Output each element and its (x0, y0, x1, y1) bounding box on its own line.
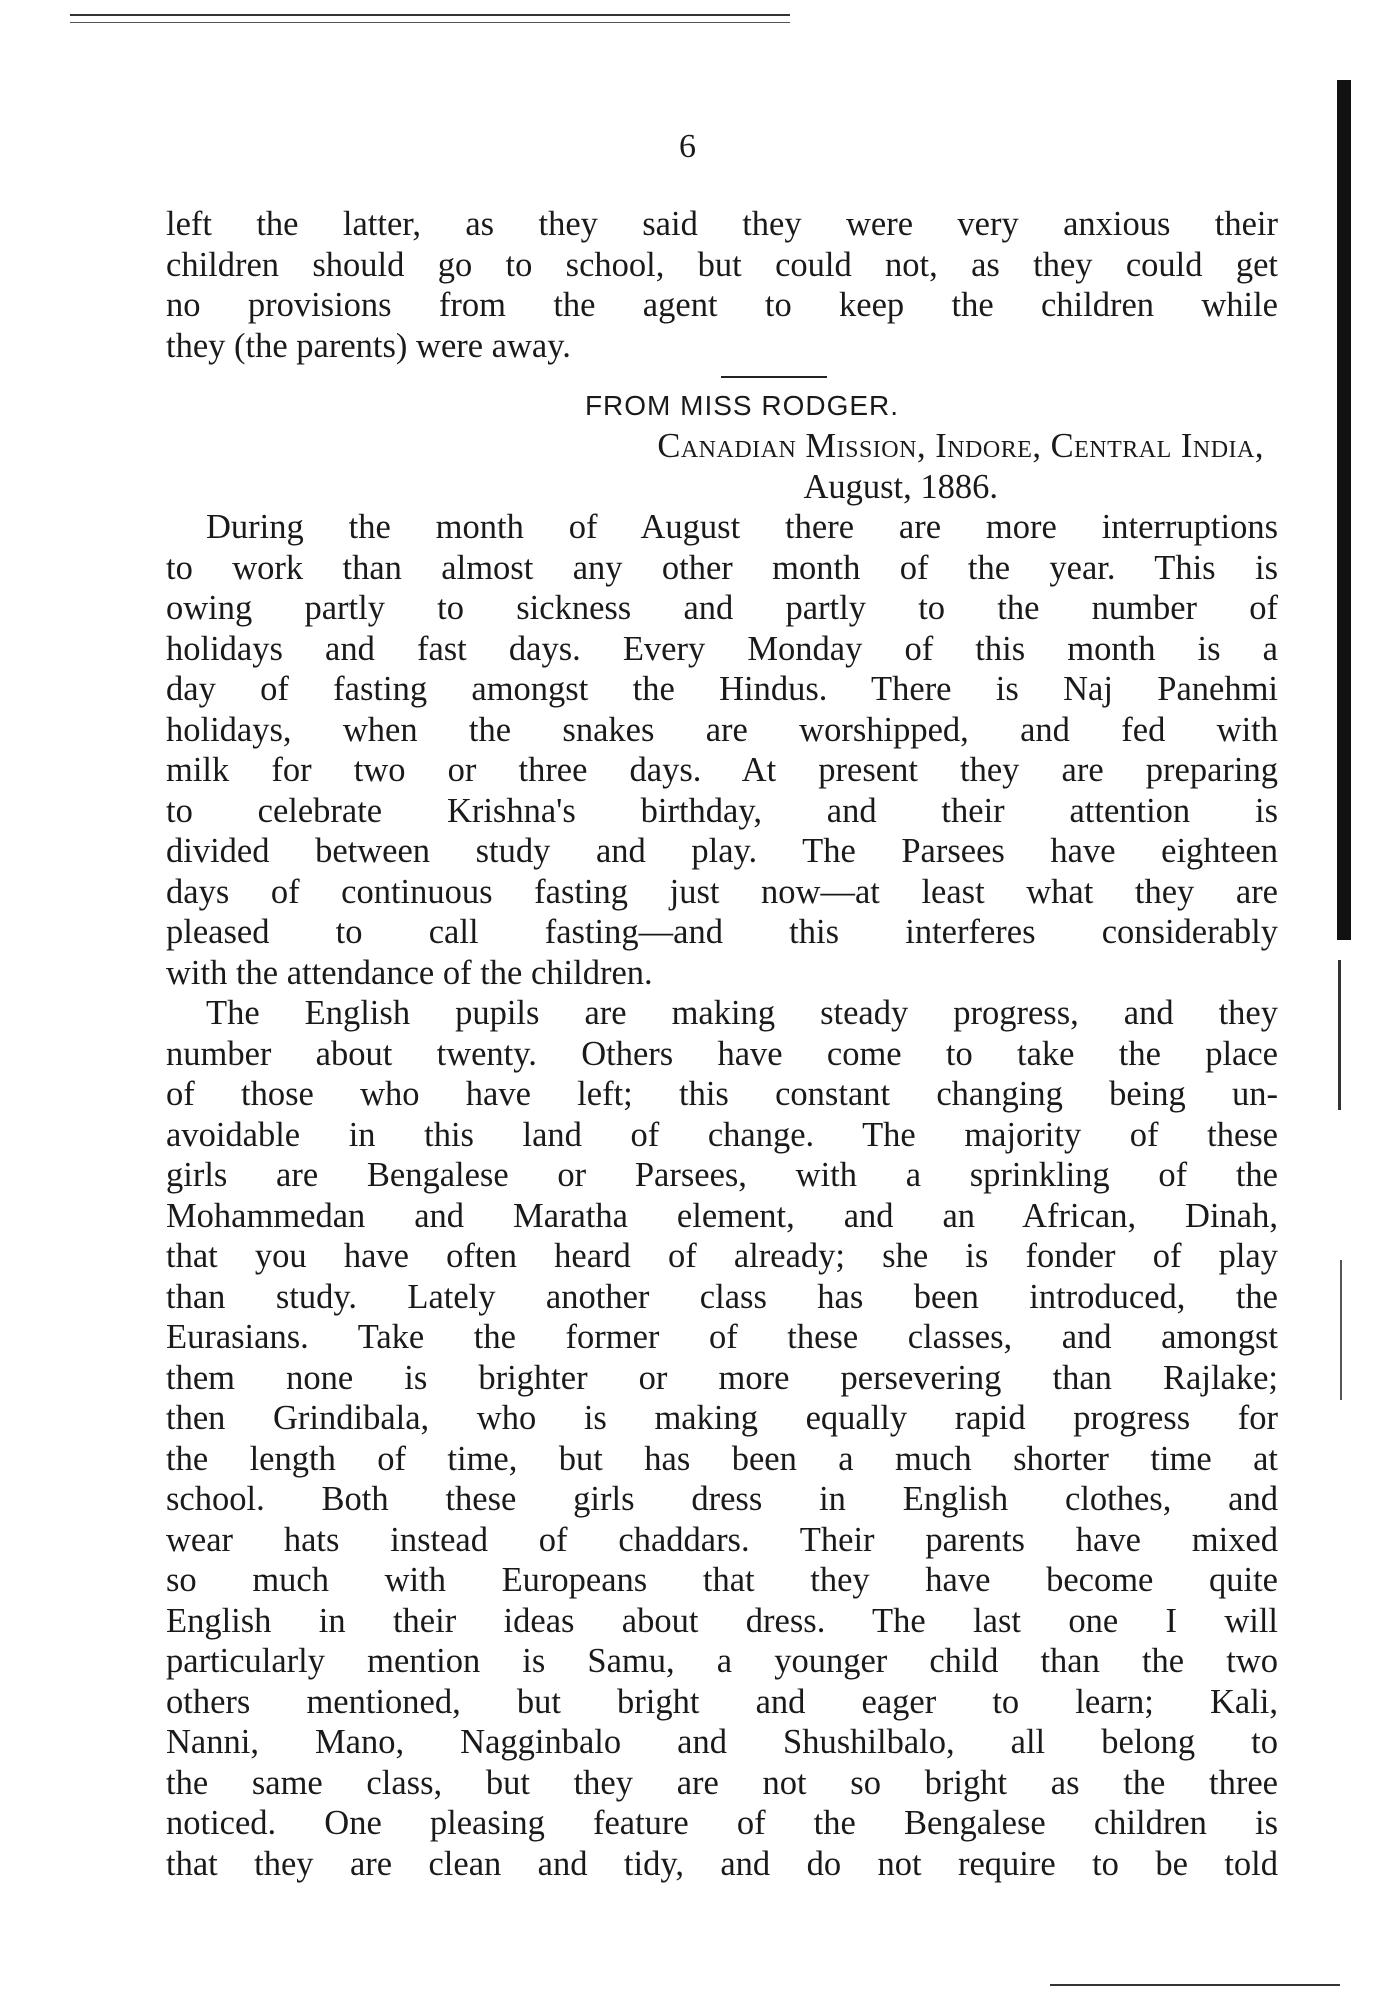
text-line: particularly mention is Samu, a younger child than the two (166, 1642, 1278, 1680)
text-line: left the latter, as they said they were very anxious their (166, 205, 1278, 243)
text-line: the length of time, but has been a much shorter time at (166, 1439, 1278, 1478)
text-line: milk for two or three days. At present they are preparing (166, 751, 1278, 789)
bottom-edge-rule (1050, 1984, 1340, 1986)
text-line: English in their ideas about dress. The last one I will (166, 1601, 1278, 1640)
text-line: days of continuous fasting just now—at least what they are (166, 872, 1278, 911)
top-edge-rule-secondary (70, 22, 790, 23)
text-line: the same class, but they are not so bright as the three (166, 1763, 1278, 1802)
letter-paragraph-2 (166, 993, 1278, 1884)
text-line: holidays and fast days. Every Monday of this month is a (166, 629, 1278, 668)
letter-date: August, 1886. (803, 467, 998, 506)
text-line: avoidable in this land of change. The majority of these (166, 1115, 1278, 1154)
text-line: them none is brighter or more persevering than Rajlake; (166, 1358, 1278, 1397)
text-line: number about twenty. Others have come to take the place (166, 1034, 1278, 1073)
text-line: wear hats instead of chaddars. Their parents have mixed (166, 1520, 1278, 1559)
text-line: The English pupils are making steady progress, and they (206, 994, 1278, 1032)
text-line: than study. Lately another class has been introduced, the (166, 1277, 1278, 1316)
page-edge-shadow (1337, 80, 1351, 940)
text-line: to work than almost any other month of the year. This is (166, 548, 1278, 587)
text-line: of those who have left; this constant changing being un- (166, 1075, 1278, 1113)
page-edge-shadow-lower (1338, 960, 1341, 1110)
text-line: with the attendance of the children. (166, 953, 653, 992)
page-number: 6 (679, 128, 696, 165)
top-edge-rule (70, 14, 790, 16)
letter-dateline: Canadian Mission, Indore, Central India, (657, 427, 1264, 465)
page-edge-shadow-bottom (1340, 1260, 1342, 1400)
letter-heading: FROM MISS RODGER. (584, 390, 900, 421)
text-line: day of fasting amongst the Hindus. There is Naj Panehmi (166, 670, 1278, 708)
text-line: Mohammedan and Maratha element, and an African, Dinah, (166, 1196, 1278, 1235)
text-line: During the month of August there are more interruptions (206, 508, 1278, 546)
text-line: no provisions from the agent to keep the children while (166, 286, 1278, 324)
section-divider (721, 376, 827, 378)
text-line: that they are clean and tidy, and do not require to be told (166, 1844, 1278, 1883)
text-line: to celebrate Krishna's birthday, and their attention is (166, 791, 1278, 830)
text-line: they (the parents) were away. (166, 326, 571, 365)
text-line: Nanni, Mano, Nagginbalo and Shushilbalo, all belong to (166, 1723, 1278, 1761)
text-line: children should go to school, but could not, as they could get (166, 245, 1278, 284)
text-line: then Grindibala, who is making equally rapid progress for (166, 1399, 1278, 1437)
text-line: holidays, when the snakes are worshipped, and fed with (166, 710, 1278, 749)
text-line: Eurasians. Take the former of these classes, and amongst (166, 1318, 1278, 1356)
text-line: others mentioned, but bright and eager to learn; Kali, (166, 1682, 1278, 1721)
text-line: so much with Europeans that they have become quite (166, 1561, 1278, 1599)
page-body (166, 204, 1278, 1884)
text-line: girls are Bengalese or Parsees, with a sprinkling of the (166, 1156, 1278, 1194)
text-line: pleased to call fasting—and this interferes considerably (166, 913, 1278, 951)
text-line: that you have often heard of already; she is fonder of play (166, 1237, 1278, 1275)
text-line: noticed. One pleasing feature of the Bengalese children is (166, 1804, 1278, 1842)
opening-paragraph (166, 204, 1278, 366)
letter-paragraph-1 (166, 507, 1278, 993)
text-line: school. Both these girls dress in English clothes, and (166, 1480, 1278, 1518)
text-line: divided between study and play. The Parsees have eighteen (166, 832, 1278, 870)
text-line: owing partly to sickness and partly to the number of (166, 589, 1278, 627)
